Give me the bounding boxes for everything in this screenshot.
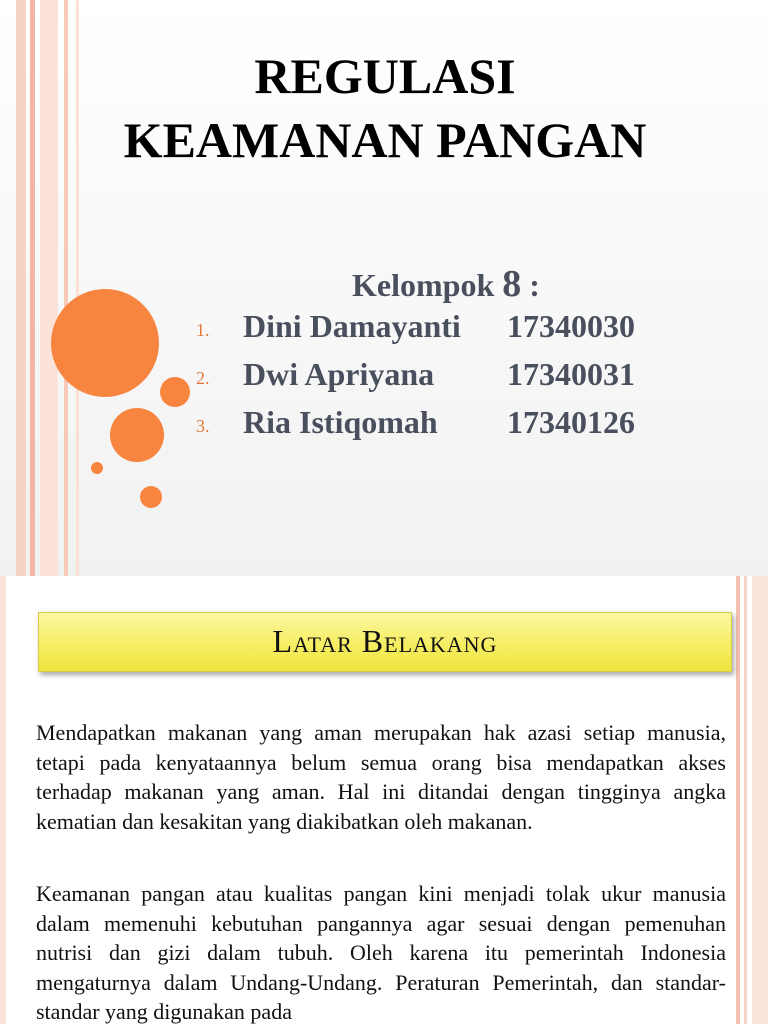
- heading-banner: [38, 612, 732, 672]
- decorative-circle: [51, 289, 159, 397]
- decorative-stripe: [0, 576, 6, 1024]
- paragraph-1: Mendapatkan makanan yang aman merupakan hak azasi setiap manusia, tetapi pada kenyataannya belum semua orang bisa mendapatkan akses terhadap makanan yang aman. Hal ini ditandai dengan tingginya angka kematian dan kesakitan yang diakibatkan oleh makanan.: [36, 720, 726, 834]
- group-heading: [352, 262, 540, 306]
- decorative-circle: [110, 408, 164, 462]
- member-nim: 17340031: [507, 356, 635, 392]
- paragraph-2: Keamanan pangan atau kualitas pangan kini menjadi tolak ukur manusia dalam memenuhi kebutuhan pangannya agar sesuai dengan pemenuhan nutrisi dan gizi dalam tubuh. Oleh karena itu pemerintah Indonesia mengaturnya dalam Undang-Undang. Peraturan Pemerintah, dan standar-standar yang digunakan pada: [36, 881, 726, 1024]
- content-slide: [0, 576, 768, 1024]
- decorative-circle: [160, 377, 190, 407]
- decorative-circle: [140, 486, 162, 508]
- section-heading: Latar Belakang: [272, 623, 498, 659]
- group-label: Kelompok: [352, 267, 495, 303]
- slide-title: [60, 44, 710, 172]
- decorative-stripe: [744, 576, 747, 1024]
- member-index: 3.: [196, 416, 210, 436]
- title-line-1: REGULASI: [254, 48, 516, 104]
- title-line-2: KEAMANAN PANGAN: [123, 112, 647, 168]
- member-name: Ria Istiqomah: [243, 404, 438, 440]
- decorative-stripe: [16, 0, 26, 576]
- member-name: Dwi Apriyana: [243, 356, 435, 392]
- member-name: Dini Damayanti: [243, 308, 461, 344]
- decorative-circle: [91, 462, 103, 474]
- group-number: 8: [502, 263, 522, 305]
- decorative-stripe: [30, 0, 35, 576]
- member-index: 1.: [196, 320, 210, 340]
- decorative-stripe: [40, 0, 58, 576]
- member-nim: 17340030: [507, 308, 635, 344]
- member-nim: 17340126: [507, 404, 635, 440]
- decorative-stripe: [736, 576, 740, 1024]
- group-suffix: :: [521, 267, 540, 303]
- decorative-stripe: [752, 576, 768, 1024]
- member-index: 2.: [196, 368, 210, 388]
